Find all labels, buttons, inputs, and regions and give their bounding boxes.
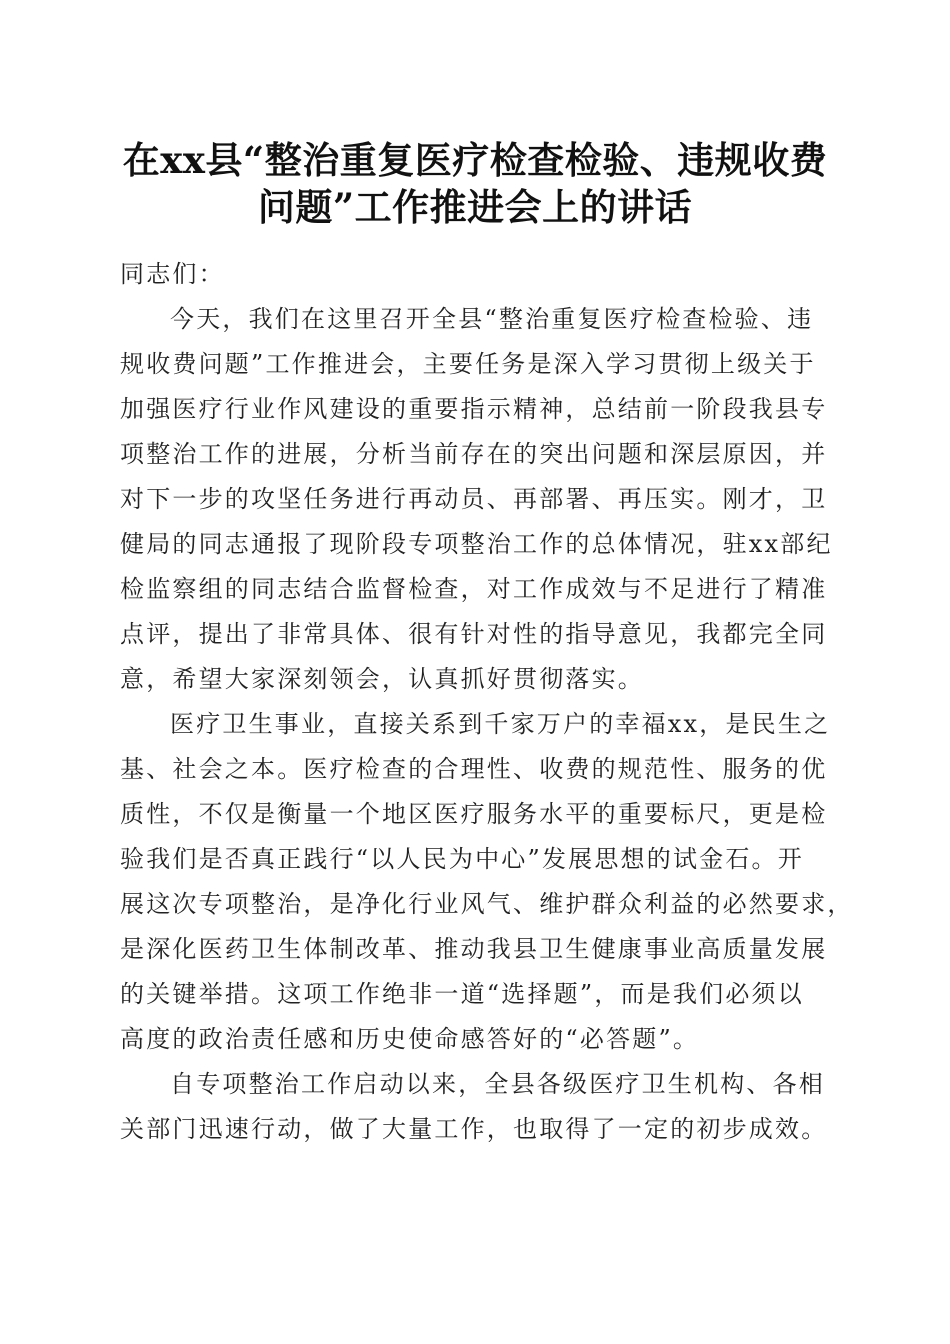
paragraph-line: 高度的政治责任感和历史使命感答好的“必答题”。	[120, 1025, 700, 1053]
salutation: 同志们：	[120, 260, 225, 288]
paragraph-line: 展这次专项整治，是净化行业风气、维护群众利益的必然要求，	[120, 890, 854, 918]
paragraph-line: 基、社会之本。医疗检查的合理性、收费的规范性、服务的优	[120, 755, 828, 783]
paragraph-line: 验我们是否真正践行“以人民为中心”发展思想的试金石。开	[120, 845, 804, 873]
paragraph-line: 医疗卫生事业，直接关系到千家万户的幸福xx，是民生之	[170, 710, 831, 738]
paragraph-line: 规收费问题”工作推进会，主要任务是深入学习贯彻上级关于	[120, 350, 816, 378]
paragraph-line: 加强医疗行业作风建设的重要指示精神，总结前一阶段我县专	[120, 395, 828, 423]
paragraph-line: 点评，提出了非常具体、很有针对性的指导意见，我都完全同	[120, 620, 828, 648]
paragraph-2	[120, 702, 854, 1062]
paragraph-line: 质性，不仅是衡量一个地区医疗服务水平的重要标尺，更是检	[120, 800, 828, 828]
paragraph-line: 今天，我们在这里召开全县“整治重复医疗检查检验、违	[170, 305, 814, 333]
paragraph-line: 项整治工作的进展，分析当前存在的突出问题和深层原因，并	[120, 440, 828, 468]
paragraph-line: 检监察组的同志结合监督检查，对工作成效与不足进行了精准	[120, 575, 828, 603]
paragraph-line: 是深化医药卫生体制改革、推动我县卫生健康事业高质量发展	[120, 935, 828, 963]
paragraph-line: 关部门迅速行动，做了大量工作，也取得了一定的初步成效。	[120, 1115, 828, 1143]
paragraph-1	[120, 297, 832, 702]
paragraph-line: 自专项整治工作启动以来，全县各级医疗卫生机构、各相	[170, 1070, 825, 1098]
paragraph-line: 对下一步的攻坚任务进行再动员、再部署、再压实。刚才，卫	[120, 485, 828, 513]
paragraph-3	[120, 1062, 832, 1152]
document-title-line-2: 问题”工作推进会上的讲话	[257, 185, 693, 229]
paragraph-line: 健局的同志通报了现阶段专项整治工作的总体情况，驻xx部纪	[120, 530, 833, 558]
paragraph-line: 意，希望大家深刻领会，认真抓好贯彻落实。	[120, 665, 644, 693]
paragraph-line: 的关键举措。这项工作绝非一道“选择题”，而是我们必须以	[120, 980, 804, 1008]
document-title-line-1: 在xx县“整治重复医疗检查检验、违规收费	[122, 138, 828, 182]
